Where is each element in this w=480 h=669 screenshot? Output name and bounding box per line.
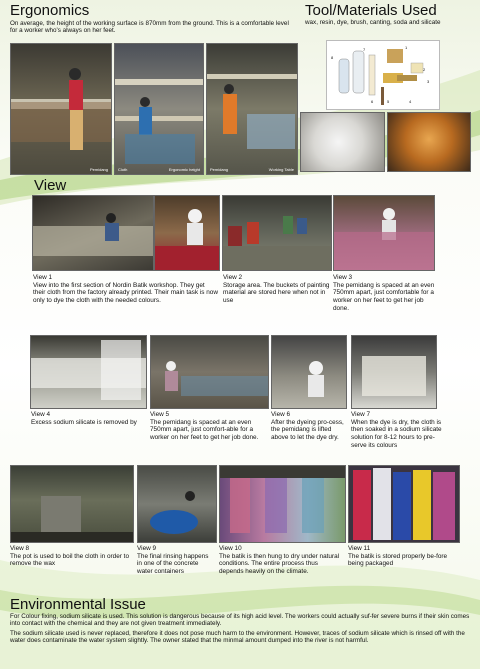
tools-illustration [327, 41, 439, 109]
environment-para-1: For Colour fixing, sodium silicate is used. This solution is dangerous because of its high acid level. The workers could actually suf-fer severe burns if their skin comes into contact with the chemical and they are not given treatment immediately. [10, 613, 470, 628]
ergonomics-photo-3-art [207, 44, 297, 174]
view-9-photo-art [138, 466, 216, 542]
view-6-photo-art [272, 336, 346, 408]
view-8-photo [10, 465, 134, 543]
view-10-photo-art [220, 466, 345, 542]
tool-number: 6 [371, 99, 374, 104]
view-11-text: The batik is stored properly be-fore being packaged [348, 552, 448, 568]
view-6-caption [271, 411, 349, 442]
wax-photo [300, 112, 385, 172]
view-7-photo-art [352, 336, 436, 408]
view-6-label: View 6 [271, 411, 291, 418]
photo-tag: Pemidang [89, 167, 108, 172]
ergonomics-photo-2 [114, 43, 204, 175]
view-1-text: View into the first section of Nordin Batik workshop. They get their cloth from the factory already printed. Their main task is now only to dye the cloth with the needed colours. [33, 281, 218, 305]
view-10-caption [219, 545, 344, 576]
view-4-text: Excess sodium silicate is removed by [31, 418, 137, 426]
tools-text: wax, resin, dye, brush, canting, soda and silicate [305, 19, 441, 26]
worker-figure-icon [11, 44, 111, 174]
view-8-label: View 8 [10, 545, 30, 552]
environment-title: Environmental Issue [10, 596, 146, 613]
view-1-photo-b-art [155, 196, 219, 270]
view-1-photo-a-art [33, 196, 153, 270]
view-5-photo-art [151, 336, 268, 408]
view-10-text: The batik is then hung to dry under natural conditions. The entire process thus depends heavily on the climate. [219, 552, 340, 576]
view-7-text: When the dye is dry, the cloth is then soaked in a sodium silicate solution for 8-12 hours to pre-serve its colours [351, 418, 442, 449]
view-1-caption [33, 274, 218, 305]
tools-photo [326, 40, 440, 110]
ergonomics-photo-3 [206, 43, 298, 175]
view-11-photo [348, 465, 460, 543]
tool-number: 8 [331, 55, 334, 60]
tool-number: 4 [409, 99, 412, 104]
view-2-text: Storage area. The buckets of painting material are stored here when not in use [223, 281, 330, 305]
ergonomics-photo-1 [10, 43, 112, 175]
view-8-photo-art [11, 466, 133, 542]
view-4-photo [30, 335, 147, 409]
ergonomics-photo-2-art [115, 44, 203, 174]
view-11-photo-art [349, 466, 459, 542]
tool-number: 2 [423, 67, 426, 72]
view-3-label: View 3 [333, 274, 353, 281]
view-7-label: View 7 [351, 411, 371, 418]
view-4-caption [31, 411, 143, 426]
view-9-photo [137, 465, 217, 543]
view-3-photo-art [334, 196, 434, 270]
view-11-label: View 11 [348, 545, 371, 552]
photo-tag: Cloth [118, 167, 128, 172]
view-2-photo-art [223, 196, 331, 270]
view-2-photo [222, 195, 332, 271]
tool-number: 3 [427, 79, 430, 84]
view-3-text: The pemidang is spaced at an even 750mm apart, just comfortable for a worker on her feet to get her job done. [333, 281, 435, 312]
ergonomics-title: Ergonomics [10, 2, 90, 19]
view-6-photo [271, 335, 347, 409]
tools-title: Tool/Materials Used [305, 2, 437, 19]
view-3-caption [333, 274, 438, 312]
environment-para-2: The sodium silicate used is never replaced, therefore it does not pose much harm to the environment. However, traces of sodium silicate which is rinsed off with the water does contaminate the water system slightly. The owner stated that the minmal amount dumped into the river is not harmful. [10, 630, 465, 645]
view-10-label: View 10 [219, 545, 242, 552]
view-5-photo [150, 335, 269, 409]
view-7-photo [351, 335, 437, 409]
view-9-label: View 9 [137, 545, 157, 552]
view-1-photo-a [32, 195, 154, 271]
view-5-label: View 5 [150, 411, 170, 418]
view-7-caption [351, 411, 449, 449]
view-9-caption [137, 545, 215, 576]
view-1-photo-b [154, 195, 220, 271]
photo-tag: Pemidang [210, 167, 229, 172]
view-6-text: After the dyeing pro-cess, the pemidang is lifted above to let the dye dry. [271, 418, 344, 442]
tool-number: 5 [387, 99, 390, 104]
view-8-caption [10, 545, 132, 568]
view-2-caption [223, 274, 330, 305]
view-5-text: The pemidang is spaced at an even 750mm apart, just comfort-able for a worker on her feet to get her job done. [150, 418, 259, 442]
view-5-caption [150, 411, 267, 442]
tool-number: 7 [363, 47, 366, 52]
view-8-text: The pot is used to boil the cloth in order to remove the wax [10, 552, 130, 568]
photo-tag: Ergonomic height [168, 167, 200, 172]
view-3-photo [333, 195, 435, 271]
view-1-label: View 1 [33, 274, 53, 281]
view-11-caption [348, 545, 458, 568]
view-10-photo [219, 465, 346, 543]
view-4-photo-art [31, 336, 146, 408]
tool-number: 1 [405, 45, 408, 50]
resin-photo [387, 112, 471, 172]
photo-tag: Working Table [268, 167, 294, 172]
view-9-text: The final rinsing happens in one of the concrete water containers [137, 552, 209, 576]
view-4-label: View 4 [31, 411, 51, 418]
ergonomics-text: On average, the height of the working surface is 870mm from the ground. This is a comfortable level for a worker who's always on her feet. [10, 20, 289, 35]
view-title: View [34, 177, 67, 194]
view-2-label: View 2 [223, 274, 243, 281]
